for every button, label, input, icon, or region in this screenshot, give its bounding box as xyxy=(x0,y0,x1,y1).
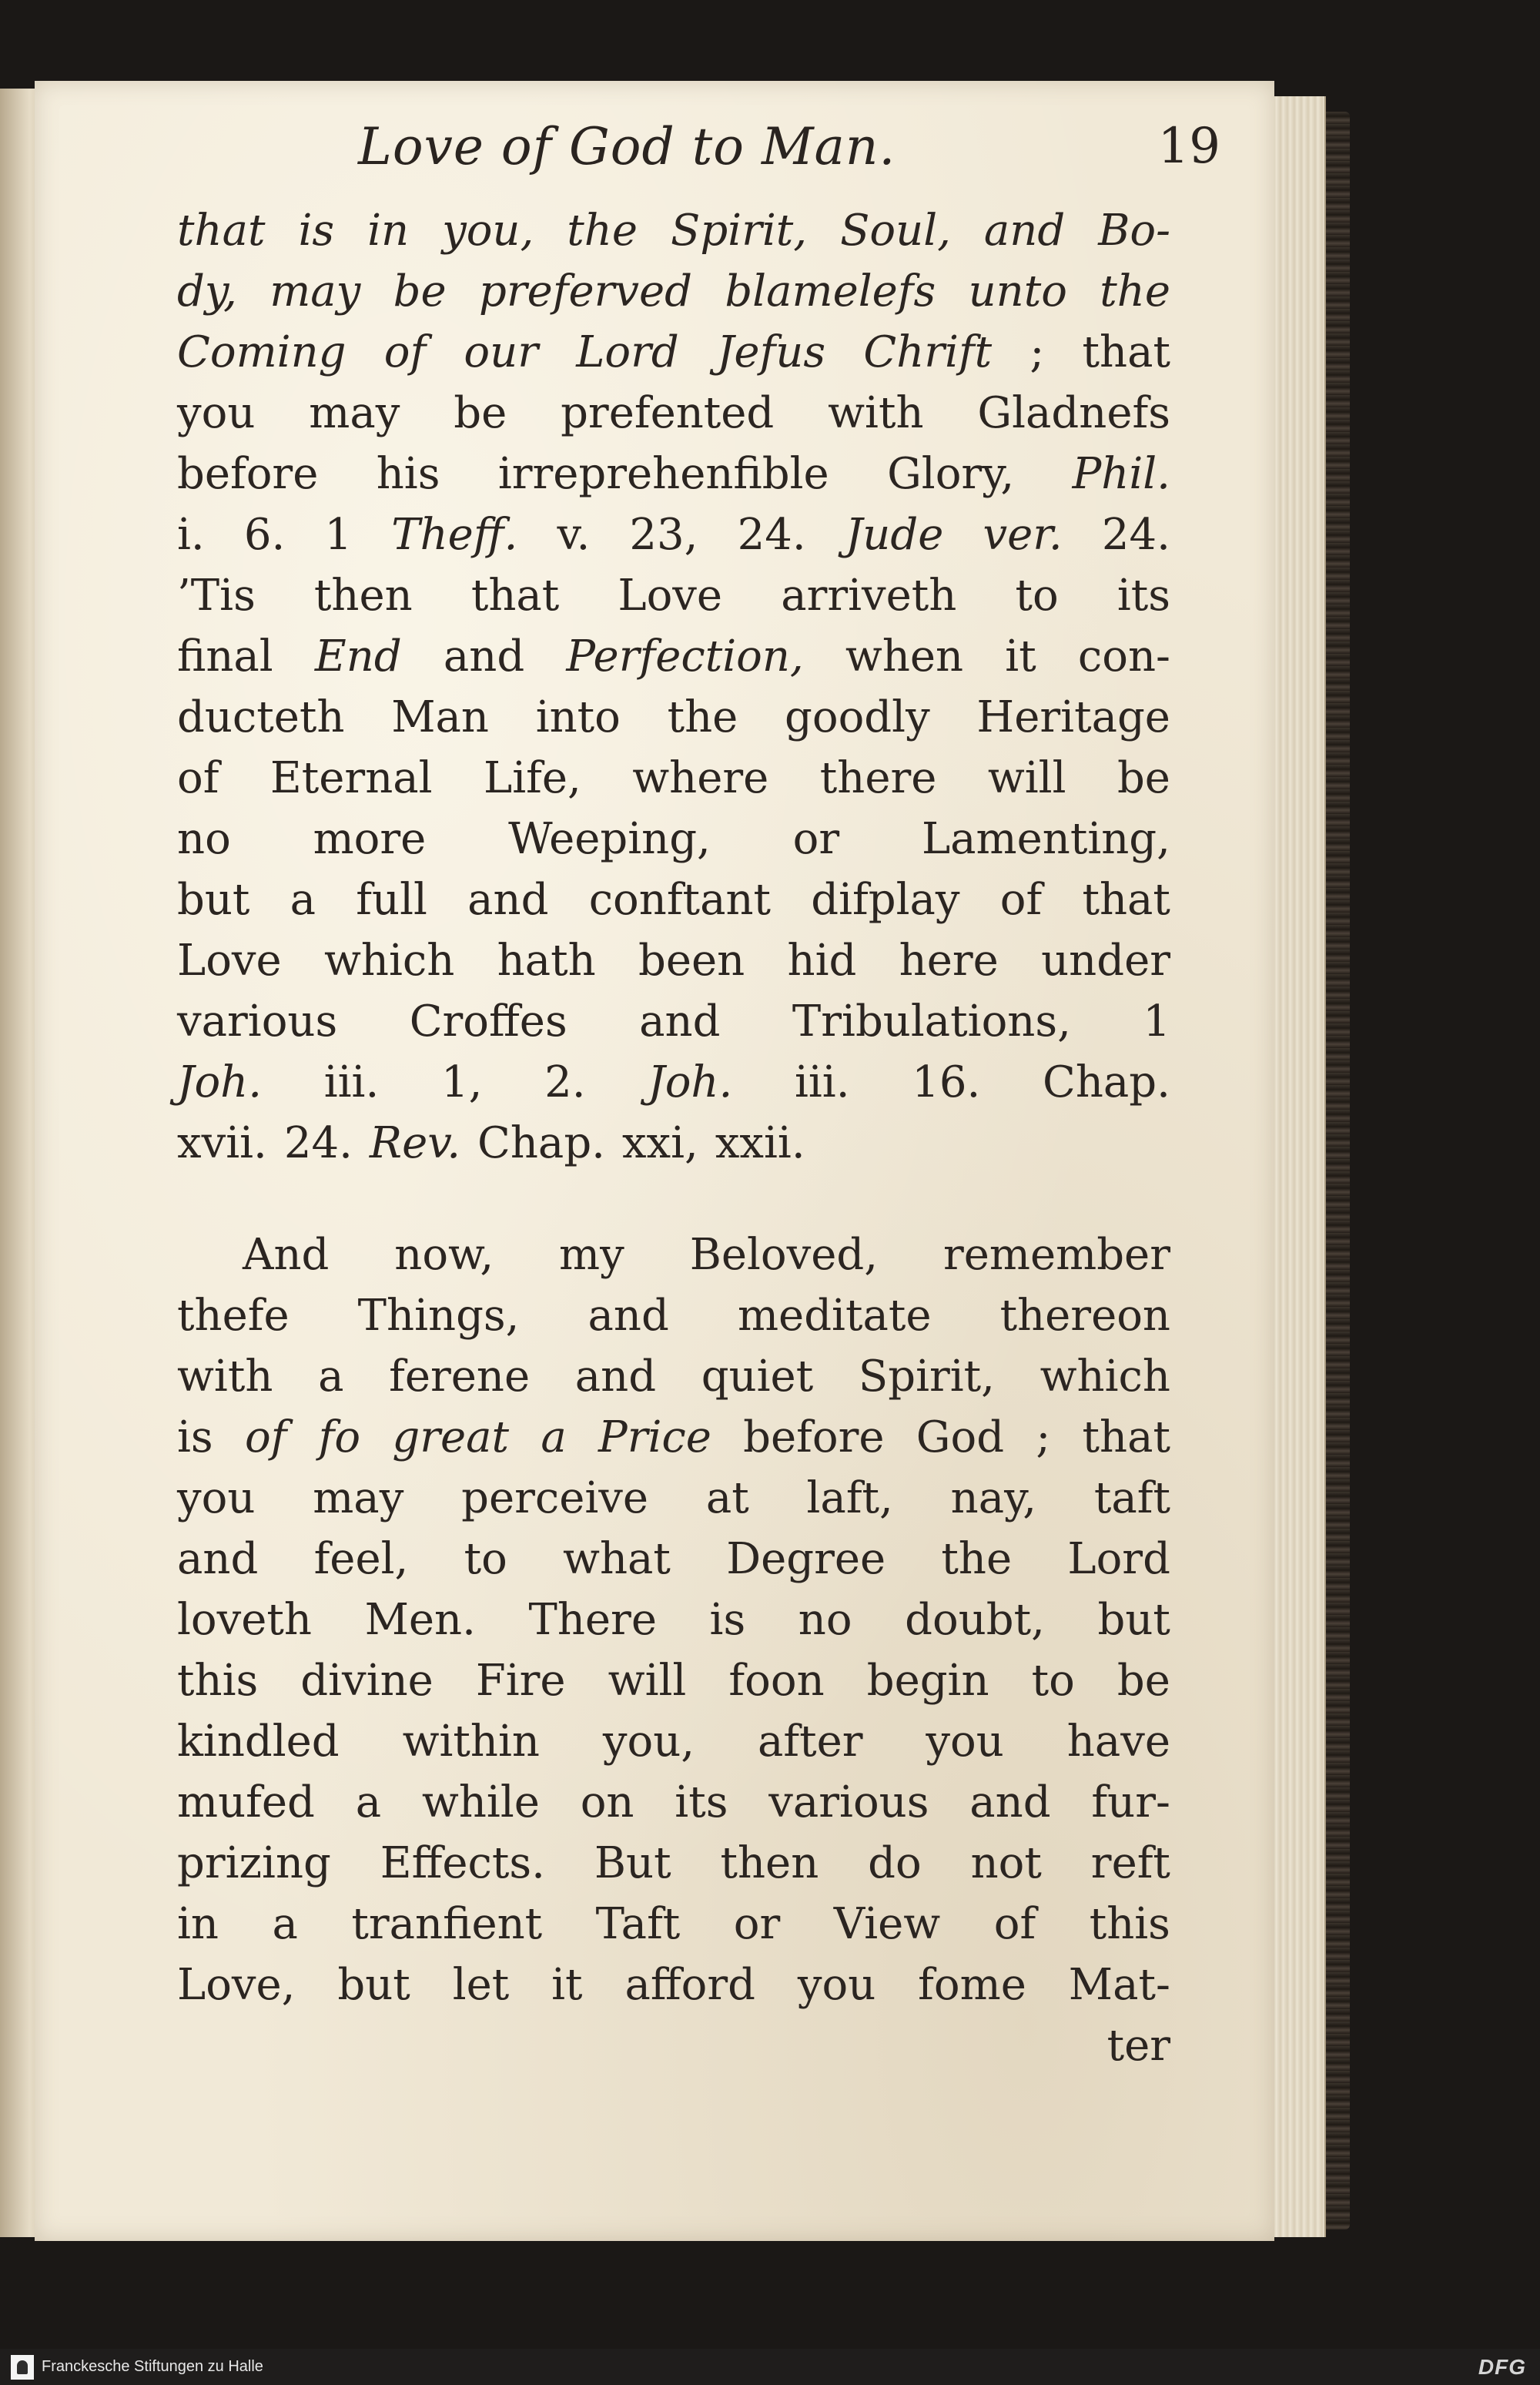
text-line xyxy=(177,504,1170,565)
word: Chap. xyxy=(477,1118,605,1168)
text-line xyxy=(177,1529,1170,1589)
text-line xyxy=(177,991,1170,1052)
text-line xyxy=(177,1711,1170,1772)
word: his xyxy=(376,449,440,499)
word: and xyxy=(983,206,1066,256)
word: which xyxy=(1040,1352,1170,1402)
word: ; xyxy=(1029,327,1045,377)
word: Spirit, xyxy=(670,206,808,256)
word: Jefus xyxy=(716,327,826,377)
word: Chap. xyxy=(1042,1057,1170,1107)
word: Life, xyxy=(484,753,581,803)
word: it xyxy=(1005,631,1036,682)
word: been xyxy=(638,936,745,986)
word: to xyxy=(1031,1656,1075,1706)
word: Glory, xyxy=(887,449,1015,499)
word: at xyxy=(705,1473,749,1523)
word: you xyxy=(797,1960,876,2010)
text-line xyxy=(177,383,1170,444)
word: 24. xyxy=(737,510,806,560)
word: nay, xyxy=(950,1473,1037,1523)
word: Joh. xyxy=(648,1057,733,1107)
word: meditate xyxy=(737,1291,932,1341)
word: kindled xyxy=(177,1717,340,1767)
text-line xyxy=(177,1346,1170,1407)
word: be xyxy=(1116,753,1170,803)
word: Love xyxy=(618,571,723,621)
word: Gladnefs xyxy=(977,388,1170,438)
word: dy, xyxy=(177,266,237,317)
word: and xyxy=(443,631,525,682)
word: unto xyxy=(968,266,1067,317)
word: And xyxy=(243,1230,330,1280)
word: the xyxy=(941,1534,1013,1584)
word: Rev. xyxy=(369,1118,461,1168)
word: reft xyxy=(1090,1838,1170,1888)
word: a xyxy=(318,1352,344,1402)
word: View xyxy=(833,1899,941,1949)
word: within xyxy=(402,1717,540,1767)
text-line xyxy=(177,444,1170,504)
book-page xyxy=(35,81,1274,2241)
word: conftant xyxy=(588,875,772,925)
word: and xyxy=(969,1777,1051,1827)
word: great xyxy=(392,1412,510,1462)
text-line xyxy=(177,200,1170,261)
text-line xyxy=(177,1224,1170,1285)
word: final xyxy=(177,631,273,682)
text-line xyxy=(177,748,1170,809)
word: its xyxy=(1116,571,1170,621)
word: Tribulations, xyxy=(792,997,1071,1047)
word: preferved xyxy=(478,266,692,317)
word: iii. xyxy=(794,1057,850,1107)
word: remember xyxy=(942,1230,1170,1280)
word: Fire xyxy=(475,1656,566,1706)
word: iii. xyxy=(323,1057,380,1107)
word: Price xyxy=(598,1412,711,1462)
word: where xyxy=(632,753,769,803)
word: of xyxy=(993,1899,1036,1949)
word: after xyxy=(757,1717,863,1767)
word: Coming xyxy=(177,327,346,377)
word: a xyxy=(290,875,316,925)
word: a xyxy=(541,1412,567,1462)
word: Joh. xyxy=(177,1057,263,1107)
word: divine xyxy=(300,1656,434,1706)
word: it xyxy=(551,1960,583,2010)
word: is xyxy=(298,206,335,256)
text-line xyxy=(177,869,1170,930)
word: the xyxy=(567,206,638,256)
running-title: Love of God to Man. xyxy=(358,116,896,176)
word: the xyxy=(1100,266,1170,317)
catchword: ter xyxy=(1106,2021,1170,2071)
text-line xyxy=(177,1589,1170,1650)
word: with xyxy=(177,1352,273,1402)
word: will xyxy=(987,753,1066,803)
word: 24. xyxy=(1101,510,1170,560)
word: ver. xyxy=(983,510,1063,560)
word: what xyxy=(563,1534,671,1584)
word: let xyxy=(452,1960,510,2010)
word: Love xyxy=(177,936,282,986)
text-line xyxy=(177,1052,1170,1113)
word: then xyxy=(720,1838,819,1888)
text-line xyxy=(177,2015,1170,2076)
word: various xyxy=(177,997,338,1047)
word: you, xyxy=(602,1717,695,1767)
institution-seal-icon xyxy=(11,2355,34,2380)
word: Jude xyxy=(845,510,944,560)
word: ducteth xyxy=(177,692,345,742)
word: End xyxy=(314,631,402,682)
word: with xyxy=(828,388,924,438)
word: or xyxy=(792,814,840,864)
word: 2. xyxy=(544,1057,586,1107)
word: Weeping, xyxy=(508,814,711,864)
word: more xyxy=(313,814,427,864)
word: here xyxy=(899,936,999,986)
text-line xyxy=(177,1468,1170,1529)
word: of xyxy=(244,1412,287,1462)
word: afford xyxy=(624,1960,755,2010)
word: under xyxy=(1041,936,1170,986)
word: Man xyxy=(391,692,489,742)
word: v. xyxy=(557,510,591,560)
word: the xyxy=(667,692,738,742)
word: my xyxy=(559,1230,624,1280)
word: doubt, xyxy=(905,1595,1045,1645)
word: and xyxy=(467,875,549,925)
word: Eternal xyxy=(270,753,433,803)
word: our xyxy=(464,327,538,377)
word: 6. xyxy=(243,510,286,560)
word: and xyxy=(588,1291,669,1341)
word: hath xyxy=(497,936,596,986)
page-number: 19 xyxy=(1157,118,1220,175)
word: is xyxy=(177,1412,213,1462)
text-line xyxy=(177,809,1170,869)
word: thefe xyxy=(177,1291,290,1341)
word: and xyxy=(639,997,721,1047)
word: God xyxy=(916,1412,1005,1462)
word: in xyxy=(177,1899,219,1949)
word: tranfient xyxy=(351,1899,543,1949)
word: no xyxy=(177,814,231,864)
word: feel, xyxy=(313,1534,409,1584)
word: you xyxy=(926,1717,1004,1767)
word: Lord xyxy=(1067,1534,1170,1584)
text-line xyxy=(177,1650,1170,1711)
word: you xyxy=(177,388,256,438)
word: on xyxy=(580,1777,634,1827)
word: do xyxy=(868,1838,922,1888)
word: no xyxy=(798,1595,852,1645)
word: con- xyxy=(1077,631,1170,682)
word: irreprehenfible xyxy=(497,449,829,499)
word: ; xyxy=(1036,1412,1051,1462)
text-line xyxy=(177,565,1170,626)
word: Beloved, xyxy=(689,1230,879,1280)
text-line xyxy=(177,1833,1170,1894)
word: 24. xyxy=(283,1118,353,1168)
word: but xyxy=(1097,1595,1170,1645)
word: Phil. xyxy=(1072,449,1170,499)
word: is xyxy=(709,1595,746,1645)
word: before xyxy=(177,449,319,499)
word: to xyxy=(464,1534,507,1584)
institution-credit xyxy=(0,2355,263,2380)
word: when xyxy=(845,631,964,682)
word: arriveth xyxy=(781,571,957,621)
word: may xyxy=(313,1473,404,1523)
word: loveth xyxy=(177,1595,312,1645)
word: quiet xyxy=(701,1352,814,1402)
word: there xyxy=(819,753,937,803)
word: Croffes xyxy=(409,997,567,1047)
word: Degree xyxy=(726,1534,886,1584)
word: may xyxy=(309,388,400,438)
word: you xyxy=(177,1473,256,1523)
word: various xyxy=(768,1777,929,1827)
word: prizing xyxy=(177,1838,331,1888)
word: begin xyxy=(866,1656,989,1706)
word: xxii. xyxy=(715,1118,805,1168)
word: Lamenting, xyxy=(921,814,1170,864)
word: in xyxy=(367,206,410,256)
text-line xyxy=(177,1772,1170,1833)
word: Love, xyxy=(177,1960,296,2010)
word: or xyxy=(733,1899,781,1949)
text-line xyxy=(177,1955,1170,2015)
word: Effects. xyxy=(380,1838,545,1888)
word: ferene xyxy=(389,1352,531,1402)
word: Soul, xyxy=(840,206,951,256)
word: and xyxy=(177,1534,259,1584)
word: that xyxy=(177,206,266,256)
word: fo xyxy=(318,1412,361,1462)
word: prefented xyxy=(561,388,775,438)
word: fome xyxy=(918,1960,1026,2010)
text-line xyxy=(177,322,1170,383)
word: 1 xyxy=(324,510,353,560)
text-line xyxy=(177,1285,1170,1346)
word: fur- xyxy=(1091,1777,1170,1827)
word: a xyxy=(272,1899,298,1949)
word: blamelefs xyxy=(725,266,936,317)
word: Bo- xyxy=(1098,206,1170,256)
text-line xyxy=(177,1113,1170,1174)
word: this xyxy=(1089,1899,1170,1949)
word: that xyxy=(470,571,560,621)
viewer-footer xyxy=(0,2349,1540,2385)
word: have xyxy=(1066,1717,1170,1767)
word: Heritage xyxy=(976,692,1170,742)
word: this xyxy=(177,1656,259,1706)
word: difplay xyxy=(811,875,960,925)
word: of xyxy=(177,753,219,803)
word: 1, xyxy=(440,1057,483,1107)
word: before xyxy=(743,1412,885,1462)
word: now, xyxy=(394,1230,494,1280)
word: while xyxy=(421,1777,540,1827)
word: then xyxy=(313,571,413,621)
word: which xyxy=(324,936,455,986)
word: laft, xyxy=(806,1473,893,1523)
word: perceive xyxy=(461,1473,649,1523)
word: Perfection, xyxy=(566,631,804,682)
word: Mat- xyxy=(1068,1960,1170,2010)
body-text xyxy=(177,200,1170,2076)
funder-logo: DFG xyxy=(1478,2354,1526,2379)
word: not xyxy=(970,1838,1042,1888)
word: will xyxy=(608,1656,687,1706)
word: may xyxy=(270,266,361,317)
word: taft xyxy=(1093,1473,1170,1523)
word: of xyxy=(383,327,427,377)
word: that xyxy=(1082,1412,1170,1462)
word: hid xyxy=(787,936,857,986)
word: you, xyxy=(442,206,534,256)
word: mufed xyxy=(177,1777,315,1827)
word: foon xyxy=(728,1656,825,1706)
word: its xyxy=(675,1777,728,1827)
word: be xyxy=(393,266,447,317)
institution-name: Franckesche Stiftungen zu Halle xyxy=(42,2358,263,2375)
word: 23, xyxy=(629,510,698,560)
word: thereon xyxy=(999,1291,1170,1341)
word: xxi, xyxy=(621,1118,698,1168)
word: xvii. xyxy=(177,1118,267,1168)
text-line xyxy=(177,626,1170,687)
word: Men. xyxy=(364,1595,476,1645)
word: 16. xyxy=(912,1057,981,1107)
word: Chrift xyxy=(863,327,993,377)
word: Taft xyxy=(595,1899,681,1949)
word: be xyxy=(1116,1656,1170,1706)
word: 1 xyxy=(1143,997,1170,1047)
word: and xyxy=(574,1352,657,1402)
word: But xyxy=(594,1838,671,1888)
text-line xyxy=(177,930,1170,991)
word: to xyxy=(1015,571,1059,621)
paragraph-gap xyxy=(177,1174,1170,1224)
word: but xyxy=(337,1960,410,2010)
word: ’Tis xyxy=(177,571,256,621)
word: that xyxy=(1082,875,1170,925)
word: Lord xyxy=(576,327,679,377)
word: goodly xyxy=(785,692,930,742)
word: Things, xyxy=(357,1291,520,1341)
word: into xyxy=(535,692,621,742)
word: of xyxy=(999,875,1043,925)
word: There xyxy=(528,1595,657,1645)
word: be xyxy=(454,388,507,438)
word: that xyxy=(1082,327,1170,377)
word: a xyxy=(355,1777,382,1827)
text-line xyxy=(177,687,1170,748)
word: Theff. xyxy=(391,510,518,560)
word: Spirit, xyxy=(858,1352,995,1402)
word: but xyxy=(177,875,250,925)
text-line xyxy=(177,1894,1170,1955)
text-line xyxy=(177,261,1170,322)
word: i. xyxy=(177,510,205,560)
text-line xyxy=(177,1407,1170,1468)
word: full xyxy=(356,875,427,925)
page-header xyxy=(358,104,1220,189)
